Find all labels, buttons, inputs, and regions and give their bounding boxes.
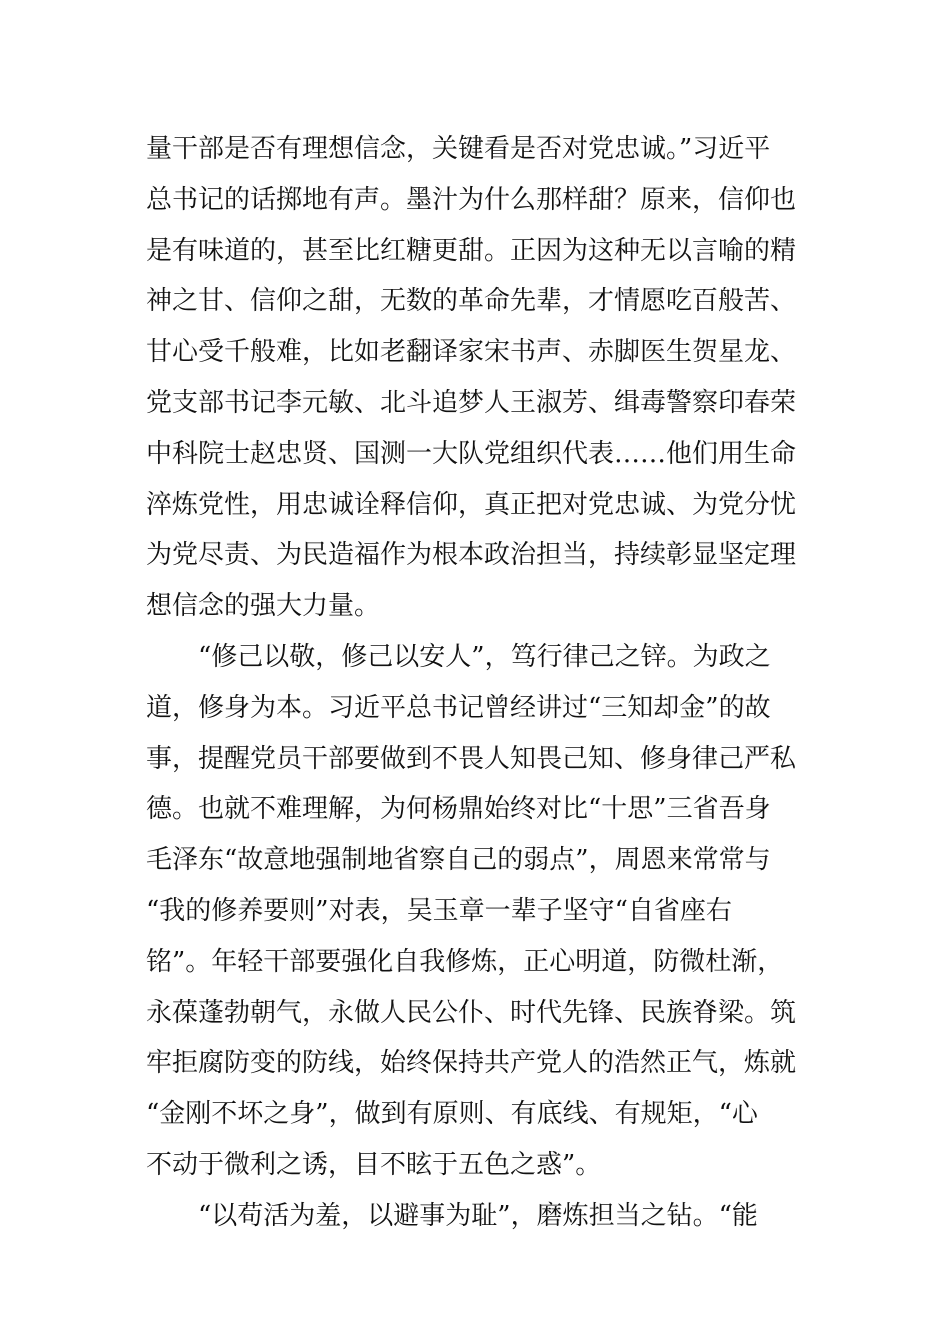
- text-line-9: 为党尽责、为民造福作为根本政治担当，持续彰显坚定理: [146, 540, 797, 571]
- text-line-10: 想信念的强大力量。: [146, 591, 381, 622]
- text-line-2: 总书记的话掷地有声。墨汁为什么那样甜？原来，信仰也: [146, 184, 797, 215]
- text-line-14: 德。也就不难理解，为何杨鼎始终对比“十思”三省吾身: [146, 794, 771, 825]
- text-line-13: 事，提醒党员干部要做到不畏人知畏己知、修身律己严私: [146, 743, 797, 774]
- text-line-1: 量干部是否有理想信念，关键看是否对党忠诚。”习近平: [146, 134, 771, 164]
- text-line-17: 铭”。年轻干部要强化自我修炼，正心明道，防微杜渐，: [146, 946, 784, 977]
- text-line-18: 永葆蓬勃朝气，永做人民公仆、时代先锋、民族脊梁。筑: [146, 997, 797, 1028]
- text-line-21: 不动于微利之诱，目不眩于五色之惑”。: [146, 1149, 602, 1180]
- text-line-5: 甘心受千般难，比如老翻译家宋书声、赤脚医生贺星龙、: [146, 337, 797, 368]
- body-text: [146, 124, 810, 1242]
- text-line-20: “金刚不坏之身”，做到有原则、有底线、有规矩，“心: [146, 1099, 758, 1130]
- text-line-6: 党支部书记李元敏、北斗追梦人王淑芳、缉毒警察印春荣: [146, 387, 797, 418]
- text-line-16: “我的修养要则”对表，吴玉章一辈子坚守“自省座右: [146, 895, 732, 926]
- text-line-3: 是有味道的，甚至比红糖更甜。正因为这种无以言喻的精: [146, 235, 797, 266]
- text-line-8: 淬炼党性，用忠诚诠释信仰，真正把对党忠诚、为党分忧: [146, 489, 797, 520]
- text-line-7: 中科院士赵忠贤、国测一大队党组织代表……他们用生命: [146, 438, 797, 469]
- text-line-19: 牢拒腐防变的防线，始终保持共产党人的浩然正气，炼就: [146, 1048, 797, 1079]
- text-line-11: “修己以敬，修己以安人”，笃行律己之锌。为政之: [146, 641, 771, 672]
- text-line-12: 道，修身为本。习近平总书记曾经讲过“三知却金”的故: [146, 692, 771, 723]
- text-line-15: 毛泽东“故意地强制地省察自己的弱点”，周恩来常常与: [146, 845, 771, 876]
- text-line-4: 神之甘、信仰之甜，无数的革命先辈，才情愿吃百般苦、: [146, 286, 797, 317]
- text-line-22: “以苟活为羞，以避事为耻”，磨炼担当之钻。“能: [146, 1200, 758, 1231]
